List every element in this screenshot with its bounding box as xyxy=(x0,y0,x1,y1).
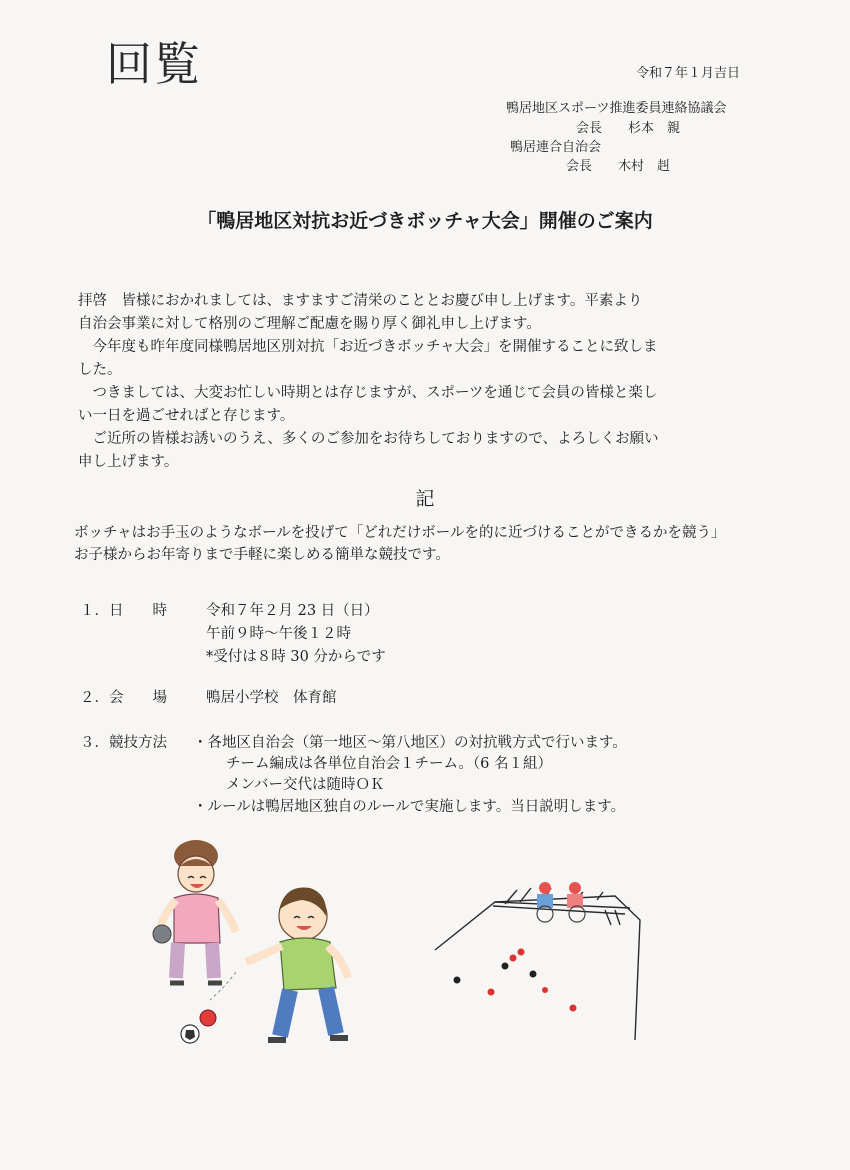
item-method-line4: ・ルールは鴨居地区独自のルールで実施します。当日説明します。 xyxy=(193,799,626,815)
item-date-line2: 午前９時～午後１２時 xyxy=(206,626,351,642)
body-line: 自治会事業に対して格別のご理解ご配慮を賜り厚く御礼申し上げます。 xyxy=(78,316,541,332)
item-venue-value: 鴨居小学校 体育館 xyxy=(206,690,337,706)
body-text xyxy=(78,290,778,474)
org-chair-1: 会長 杉本 親 xyxy=(576,121,681,136)
org-chair-2: 会長 木村 赳 xyxy=(566,159,671,174)
description xyxy=(74,522,794,566)
item-method-line3: メンバー交代は随時ＯＫ xyxy=(226,777,385,793)
item-method-line1: ・各地区自治会（第一地区～第八地区）の対抗戦方式で行います。 xyxy=(193,735,627,751)
man-figure xyxy=(246,887,348,1040)
body-line: 申し上げます。 xyxy=(78,454,179,470)
issue-date: 令和７年１月吉日 xyxy=(636,66,741,81)
item-date-label: １．日 時 xyxy=(80,603,167,619)
org-name-2: 鴨居連合自治会 xyxy=(510,140,602,155)
body-line: 拝啓 皆様におかれましては、ますますご清栄のこととお慶び申し上げます。平素より xyxy=(78,293,643,309)
item-method-label: ３．競技方法 xyxy=(80,735,167,751)
body-line: ご近所の皆様お誘いのうえ、多くのご参加をお待ちしておりますので、よろしくお願い xyxy=(78,431,659,447)
description-line: ボッチャはお手玉のようなボールを投げて「どれだけボールを的に近づけることができるかを競う」 xyxy=(74,525,726,541)
body-line: 今年度も昨年度同様鴨居地区別対抗「お近づきボッチャ大会」を開催することに致しま xyxy=(78,339,658,355)
item-date-line3: *受付は８時 30 分からです xyxy=(206,649,386,665)
page-title: 「鴨居地区対抗お近づきボッチャ大会」開催のご案内 xyxy=(197,210,653,232)
kairan-stamp: 回覧 xyxy=(106,37,202,91)
players-illustration xyxy=(140,838,380,1053)
court-balls xyxy=(454,949,577,1012)
body-line: い一日を過ごせればと存じます。 xyxy=(78,408,295,424)
red-ball xyxy=(200,1010,216,1026)
ki-heading: 記 xyxy=(415,488,435,510)
body-line: つきましては、大変お忙しい時期とは存じますが、スポーツを通じて会員の皆様と楽し xyxy=(78,385,658,401)
court-illustration xyxy=(425,870,710,1045)
body-line: した。 xyxy=(78,362,122,378)
item-method-line2: チーム編成は各単位自治会１チーム。（6 名１組） xyxy=(226,756,553,772)
description-line: お子様からお年寄りまで手軽に楽しめる簡単な競技です。 xyxy=(74,547,450,563)
item-date-line1: 令和７年２月 23 日（日） xyxy=(206,603,379,619)
org-name-1: 鴨居地区スポーツ推進委員連絡協議会 xyxy=(506,101,727,116)
item-venue-label: ２．会 場 xyxy=(80,690,167,706)
woman-figure xyxy=(153,840,236,983)
wheelchair-players xyxy=(537,882,585,922)
